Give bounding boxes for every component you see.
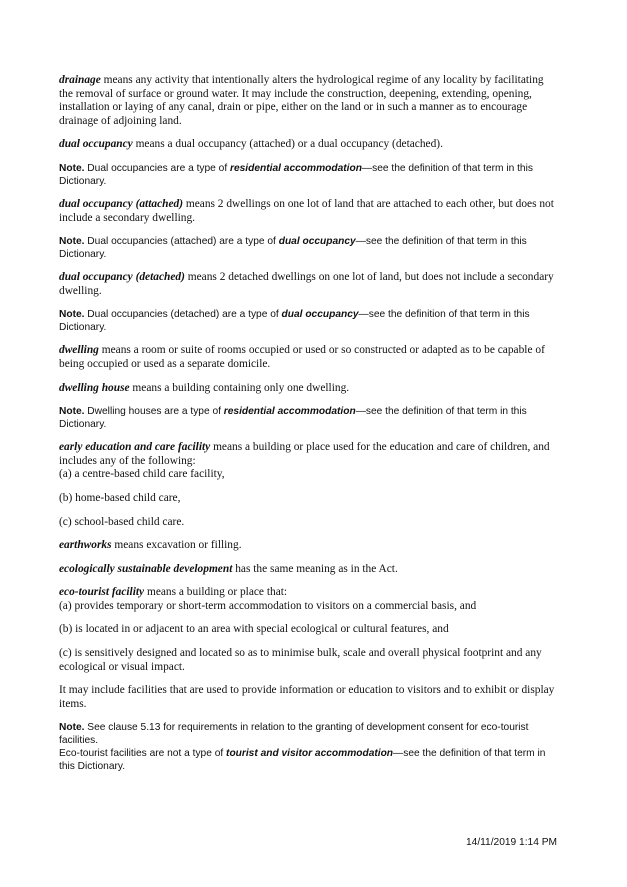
term: ecologically sustainable development (59, 562, 233, 575)
note-reference: tourist and visitor accommodation (226, 748, 394, 760)
definition-extra-text: It may include facilities that are used to provide information or education to visitors and to exhibit or display items. (59, 684, 555, 710)
note-dual-occupancy-attached (59, 235, 559, 261)
term: dual occupancy (detached) (59, 271, 185, 284)
note-text: See clause 5.13 for requirements in relation to the granting of development consent for eco-tourist facilities. (59, 722, 529, 747)
definition-dual-occupancy-detached (59, 271, 559, 298)
term: dwelling (59, 344, 99, 357)
note-label: Note. (59, 162, 85, 174)
note-text: Dwelling houses are a type of (84, 406, 224, 418)
list-item: (a) provides temporary or short-term accommodation to visitors on a commercial basis, and (59, 599, 477, 612)
note-reference: residential accommodation (230, 162, 362, 174)
note-label: Note. (59, 236, 85, 248)
definition-earthworks (59, 539, 559, 553)
note-dual-occupancy-detached (59, 308, 559, 334)
definition-eco-tourist-facility (59, 586, 559, 711)
definition-early-education (59, 441, 559, 529)
definition-dual-occupancy (59, 138, 559, 152)
term: dual occupancy (attached) (59, 197, 184, 210)
note-text: —see the definition of that term in this Dictionary. (59, 162, 533, 187)
definition-text: means a building or place used for the education and care of children, and includes any of the following: (59, 441, 550, 467)
definition-text: means a room or suite of rooms occupied or used or so constructed or adapted as to be capable of being occupied or used as a separate domicile. (59, 344, 545, 370)
note-label: Note. (59, 722, 85, 734)
term: earthworks (59, 539, 112, 552)
definition-text: has the same meaning as in the Act. (232, 562, 398, 575)
definition-dual-occupancy-attached (59, 198, 559, 225)
definition-text: means a building containing only one dwelling. (129, 381, 350, 394)
note-reference: residential accommodation (223, 406, 356, 418)
note-text: Eco-tourist facilities are not a type of (59, 748, 227, 760)
definition-text: means 2 detached dwellings on one lot of land, but does not include a secondary dwelling. (59, 271, 554, 297)
note-text: —see the definition of that term in this Dictionary. (59, 236, 527, 261)
note-eco-tourist-facility (59, 721, 559, 773)
document-page (59, 74, 559, 783)
list-item: (c) school-based child care. (59, 515, 185, 528)
note-text: Dual occupancies (attached) are a type of (84, 236, 279, 248)
definition-text: means a dual occupancy (attached) or a dual occupancy (detached). (132, 138, 443, 151)
list-item: (a) a centre-based child care facility, (59, 468, 225, 481)
definition-dwelling-house (59, 382, 559, 396)
note-text: Dual occupancies (detached) are a type of (84, 309, 282, 321)
definition-dwelling (59, 344, 559, 371)
list-item: (b) home-based child care, (59, 491, 181, 504)
note-label: Note. (59, 309, 85, 321)
definition-drainage (59, 74, 559, 128)
list-item: (b) is located in or adjacent to an area with special ecological or cultural features, and (59, 623, 449, 636)
note-text: —see the definition of that term in this Dictionary. (59, 406, 527, 431)
definition-text: means a building or place that: (144, 586, 288, 599)
term: drainage (59, 74, 101, 86)
note-dual-occupancy (59, 162, 559, 188)
note-label: Note. (59, 406, 85, 418)
note-text: —see the definition of that term in this Dictionary. (59, 748, 546, 773)
definition-text: means 2 dwellings on one lot of land that are attached to each other, but does not include a secondary dwelling. (59, 197, 554, 224)
list-item: (c) is sensitively designed and located so as to minimise bulk, scale and overall physical footprint and any ecological or visual impact. (59, 647, 542, 673)
term: eco-tourist facility (59, 586, 145, 599)
definition-text: means any activity that intentionally alters the hydrological regime of any locality by facilitating the removal of surface or ground water. It may include the construction, deepening, extending, opening, installation or laying of any canal, drain or pipe, either on the land or in such a manner as to encourage drainage of adjoining land. (59, 74, 544, 127)
note-reference: dual occupancy (278, 236, 356, 248)
note-dwelling-house (59, 405, 559, 431)
print-timestamp: 14/11/2019 1:14 PM (465, 837, 557, 848)
note-text: Dual occupancies are a type of (84, 162, 231, 174)
definition-text: means excavation or filling. (111, 539, 242, 552)
term: dwelling house (59, 381, 130, 394)
term: early education and care facility (59, 441, 211, 454)
definition-esd (59, 563, 559, 577)
note-reference: dual occupancy (281, 309, 359, 321)
note-text: —see the definition of that term in this Dictionary. (59, 309, 530, 334)
term: dual occupancy (59, 138, 133, 151)
